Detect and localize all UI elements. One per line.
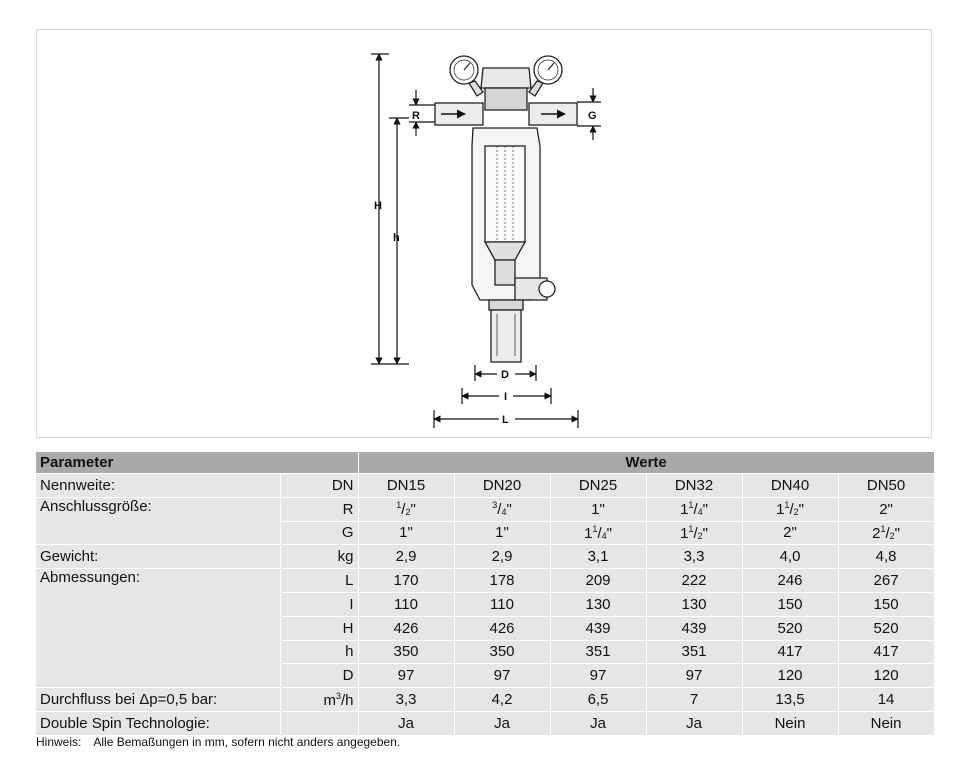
fraction-whole: 1 xyxy=(680,501,689,519)
label-D: D xyxy=(501,369,509,381)
label-h: h xyxy=(393,232,400,244)
value-cell: 417 xyxy=(838,640,934,664)
value-cell: 222 xyxy=(646,569,742,593)
unit-cell xyxy=(280,711,358,735)
value-cell xyxy=(454,497,550,521)
header-parameter: Parameter xyxy=(36,452,358,474)
parameter-cell: Gewicht: xyxy=(36,545,280,569)
value-cell: 246 xyxy=(742,569,838,593)
fraction-whole: 1 xyxy=(680,524,689,542)
value-cell: DN15 xyxy=(358,474,454,498)
value-cell: 13,5 xyxy=(742,688,838,712)
parameter-cell: Double Spin Technologie: xyxy=(36,711,280,735)
value-cell: 2,9 xyxy=(358,545,454,569)
parameter-cell: Durchfluss bei Δp=0,5 bar: xyxy=(36,688,280,712)
value-cell: DN50 xyxy=(838,474,934,498)
value-cell: 120 xyxy=(742,664,838,688)
value-cell: 350 xyxy=(358,640,454,664)
unit-cell: D xyxy=(280,664,358,688)
table-row xyxy=(36,711,934,735)
fraction-denominator: 4 xyxy=(501,507,507,518)
value-cell xyxy=(742,497,838,521)
value-cell: 170 xyxy=(358,569,454,593)
value-cell: Ja xyxy=(550,711,646,735)
value-cell: 1" xyxy=(454,521,550,545)
unit-base: m xyxy=(323,691,336,709)
value-cell xyxy=(646,521,742,545)
value-cell: Nein xyxy=(838,711,934,735)
fraction: $1^1/_2$" xyxy=(680,523,708,542)
unit-cell: kg xyxy=(280,545,358,569)
fraction: $1^1/_4$" xyxy=(680,500,708,519)
unit-cell: I xyxy=(280,592,358,616)
value-cell: 4,2 xyxy=(454,688,550,712)
fraction: $1^1/_2$" xyxy=(776,500,804,519)
fraction-numerator: 1 xyxy=(396,500,402,511)
value-cell: 426 xyxy=(358,616,454,640)
fraction-denominator: 2 xyxy=(697,530,703,541)
parameter-cell: Abmessungen: xyxy=(36,569,280,688)
value-cell: Ja xyxy=(358,711,454,735)
unit-superscript: 3 xyxy=(335,690,341,701)
value-cell: 110 xyxy=(454,592,550,616)
footnote-text: Alle Bemaßungen in mm, sofern nicht anders angegeben. xyxy=(93,735,401,749)
unit-cell xyxy=(280,688,358,712)
value-cell: 520 xyxy=(742,616,838,640)
value-cell xyxy=(358,497,454,521)
value-cell: DN32 xyxy=(646,474,742,498)
label-I: I xyxy=(504,391,508,403)
value-cell: DN20 xyxy=(454,474,550,498)
fraction-numerator: 1 xyxy=(784,500,790,511)
filter-cross-section-drawing xyxy=(37,30,933,439)
fraction-whole: 2 xyxy=(872,524,881,542)
fraction-denominator: 2 xyxy=(889,530,895,541)
value-cell: 4,0 xyxy=(742,545,838,569)
fraction-denominator: 2 xyxy=(405,507,411,518)
value-cell: 1" xyxy=(358,521,454,545)
fraction-denominator: 4 xyxy=(601,530,607,541)
parameter-cell: Anschlussgröße: xyxy=(36,497,280,545)
value-cell: 3,3 xyxy=(646,545,742,569)
label-L: L xyxy=(502,414,509,426)
value-cell: DN40 xyxy=(742,474,838,498)
table-row xyxy=(36,497,934,521)
value-cell: 97 xyxy=(550,664,646,688)
value-cell: 426 xyxy=(454,616,550,640)
value-cell: 3,1 xyxy=(550,545,646,569)
value-cell: 110 xyxy=(358,592,454,616)
filter-body xyxy=(435,56,577,362)
table-header-row xyxy=(36,452,934,474)
footnote xyxy=(36,735,400,749)
value-cell: 97 xyxy=(646,664,742,688)
specification-table xyxy=(36,452,935,736)
header-values: Werte xyxy=(358,452,934,474)
value-cell: 209 xyxy=(550,569,646,593)
value-cell: 150 xyxy=(742,592,838,616)
value-cell: 130 xyxy=(646,592,742,616)
value-cell: 120 xyxy=(838,664,934,688)
value-cell: 350 xyxy=(454,640,550,664)
value-cell: 417 xyxy=(742,640,838,664)
fraction-numerator: 1 xyxy=(688,523,694,534)
value-cell: 439 xyxy=(550,616,646,640)
value-cell: 97 xyxy=(454,664,550,688)
value-cell: 4,8 xyxy=(838,545,934,569)
table-row xyxy=(36,474,934,498)
fraction: $1^1/_4$" xyxy=(584,523,612,542)
unit-cell: DN xyxy=(280,474,358,498)
table-row xyxy=(36,569,934,593)
value-cell: Ja xyxy=(646,711,742,735)
unit-cell: H xyxy=(280,616,358,640)
value-cell: 1" xyxy=(550,497,646,521)
fraction-numerator: 3 xyxy=(492,500,498,511)
value-cell: 3,3 xyxy=(358,688,454,712)
value-cell: 97 xyxy=(358,664,454,688)
fraction-numerator: 1 xyxy=(592,523,598,534)
value-cell: 439 xyxy=(646,616,742,640)
value-cell: 14 xyxy=(838,688,934,712)
value-cell: 267 xyxy=(838,569,934,593)
value-cell: Ja xyxy=(454,711,550,735)
value-cell: 2" xyxy=(742,521,838,545)
fraction: $2^1/_2$" xyxy=(872,523,900,542)
value-cell: Nein xyxy=(742,711,838,735)
value-cell: 150 xyxy=(838,592,934,616)
unit-cell: h xyxy=(280,640,358,664)
value-cell: 520 xyxy=(838,616,934,640)
value-cell: 7 xyxy=(646,688,742,712)
value-cell: 351 xyxy=(550,640,646,664)
value-cell: DN25 xyxy=(550,474,646,498)
technical-drawing-frame xyxy=(36,29,932,438)
fraction-whole: 1 xyxy=(584,524,593,542)
fraction-denominator: 4 xyxy=(697,507,703,518)
table-row xyxy=(36,688,934,712)
value-cell xyxy=(550,521,646,545)
table-row xyxy=(36,545,934,569)
fraction-whole: 1 xyxy=(776,501,785,519)
unit-tail: /h xyxy=(341,691,354,709)
fraction-denominator: 2 xyxy=(793,507,799,518)
value-cell: 2,9 xyxy=(454,545,550,569)
parameter-cell: Nennweite: xyxy=(36,474,280,498)
label-G: G xyxy=(588,110,597,122)
value-cell: 130 xyxy=(550,592,646,616)
label-R: R xyxy=(412,110,420,122)
value-cell: 351 xyxy=(646,640,742,664)
unit-cell: R xyxy=(280,497,358,521)
fraction: $^3/_4$" xyxy=(492,500,512,519)
footnote-label: Hinweis: xyxy=(36,735,82,749)
fraction: $^1/_2$" xyxy=(396,500,416,519)
value-cell xyxy=(838,521,934,545)
value-cell: 2" xyxy=(838,497,934,521)
unit-cell: L xyxy=(280,569,358,593)
unit-cell: G xyxy=(280,521,358,545)
label-H: H xyxy=(374,200,382,212)
value-cell: 178 xyxy=(454,569,550,593)
value-cell xyxy=(646,497,742,521)
value-cell: 6,5 xyxy=(550,688,646,712)
fraction-numerator: 1 xyxy=(688,500,694,511)
fraction-numerator: 1 xyxy=(880,523,886,534)
